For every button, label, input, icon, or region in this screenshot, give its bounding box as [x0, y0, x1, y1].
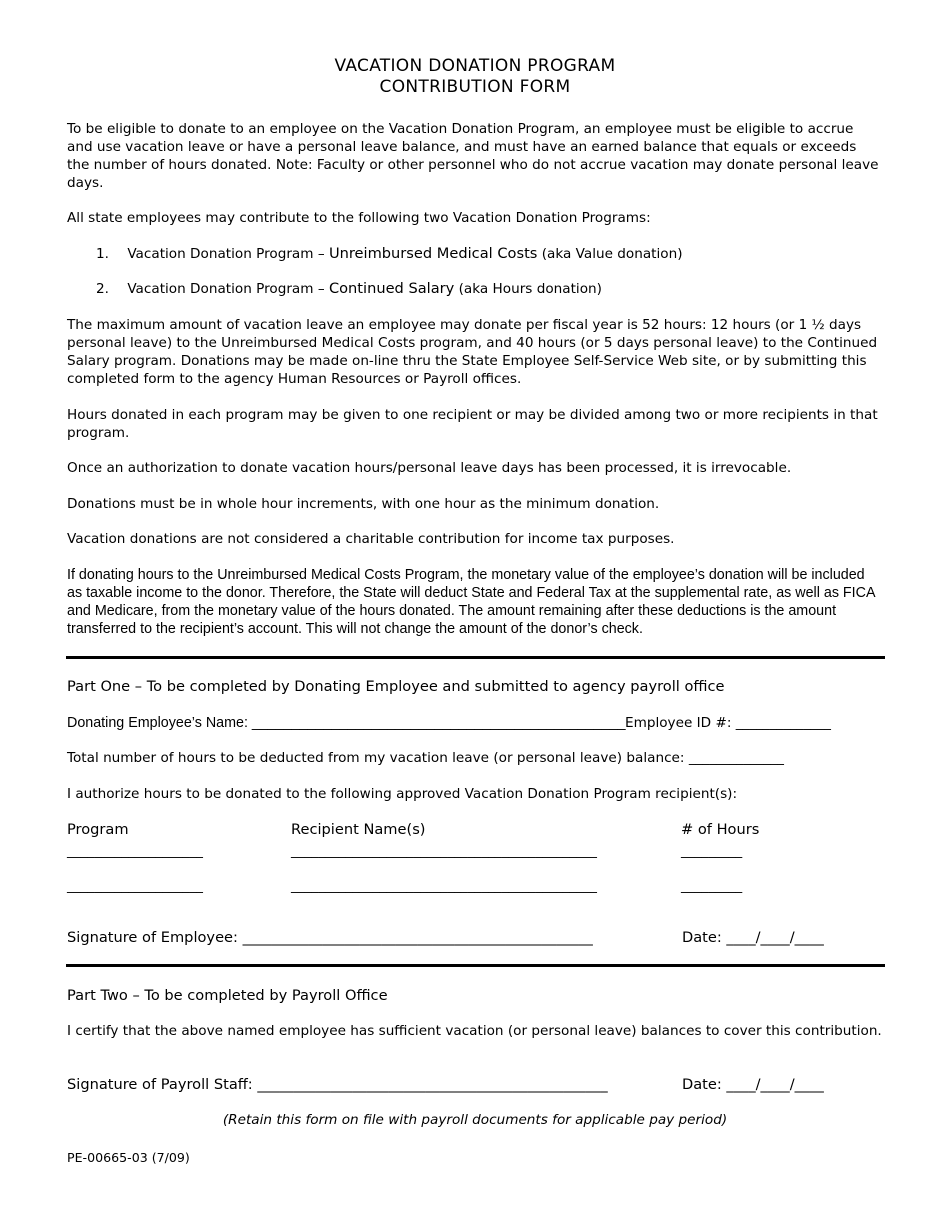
payroll-date-field[interactable]: Date: ____/____/____ — [682, 1076, 824, 1093]
all-employees-paragraph: All state employees may contribute to the following two Vacation Donation Programs: — [67, 210, 651, 226]
donor-name-field[interactable]: Donating Employee’s Name: _______________________________________________ — [67, 715, 626, 731]
program-item-2 — [96, 280, 602, 297]
section-divider-1 — [66, 656, 885, 659]
hours-blank-2[interactable]: _________ — [681, 878, 743, 894]
taxable-income-paragraph: If donating hours to the Unreimbursed Medical Costs Program, the monetary value of the employee’s donation will be included as taxable income to the donor. Therefore, the State will deduct State and Federal Tax at the supplemental rate, as well as FICA and Medicare, from the monetary value of the hours donated. The amount remaining after these deductions is the amount transferred to the recipient’s account. This will not change the amount of the donor’s check. — [67, 567, 875, 637]
program-number: 2. — [96, 281, 109, 297]
program-blank-2[interactable]: ____________________ — [67, 878, 203, 894]
whole-hour-paragraph: Donations must be in whole hour increments, with one hour as the minimum donation. — [67, 496, 660, 512]
eligibility-paragraph: To be eligible to donate to an employee on the Vacation Donation Program, an employee must be eligible to accrue and use vacation leave or have a personal leave balance, and must have an earned balance that equals or exceeds the number of hours donated. Note: Faculty or other personnel who do not accrue vacation may donate personal leave days. — [67, 121, 879, 191]
authorize-statement: I authorize hours to be donated to the following approved Vacation Donation Program recipient(s): — [67, 786, 738, 802]
hours-blank-1[interactable]: _________ — [681, 843, 743, 859]
program-name: Continued Salary — [328, 280, 455, 297]
program-prefix: Vacation Donation Program – — [127, 281, 329, 297]
program-number: 1. — [96, 246, 109, 262]
employee-date-field[interactable]: Date: ____/____/____ — [682, 929, 824, 946]
recipient-blank-1[interactable]: _____________________________________________ — [291, 843, 597, 859]
part-one-heading: Part One – To be completed by Donating Employee and submitted to agency payroll office — [67, 678, 725, 695]
program-name: Unreimbursed Medical Costs — [328, 245, 538, 262]
form-title-line2: CONTRIBUTION FORM — [379, 77, 571, 97]
certify-statement: I certify that the above named employee has sufficient vacation (or personal leave) balances to cover this contribution. — [67, 1023, 882, 1039]
column-header-hours: # of Hours — [681, 821, 760, 838]
recipient-blank-2[interactable]: _____________________________________________ — [291, 878, 597, 894]
part-two-heading: Part Two – To be completed by Payroll Office — [67, 987, 388, 1004]
employee-signature-field[interactable]: Signature of Employee: ________________________________________________ — [67, 929, 593, 946]
irrevocable-paragraph: Once an authorization to donate vacation hours/personal leave days has been processed, it is irrevocable. — [67, 460, 792, 476]
program-aka: (aka Value donation) — [537, 246, 683, 262]
maximum-paragraph: The maximum amount of vacation leave an employee may donate per fiscal year is 52 hours: 12 hours (or 1 ½ days personal leave) to the Unreimbursed Medical Costs program, and 40 hours (or 5 days personal leave) to the Continued Salary program. Donations may be made on-line thru the State Employee Self-Service Web site, or by submitting this completed form to the agency Human Resources or Payroll offices. — [67, 317, 878, 387]
employee-id-field[interactable]: Employee ID #: ______________ — [625, 715, 831, 731]
payroll-signature-field[interactable]: Signature of Payroll Staff: ________________________________________________ — [67, 1076, 608, 1093]
program-aka: (aka Hours donation) — [454, 281, 602, 297]
section-divider-2 — [66, 964, 885, 967]
column-header-recipient: Recipient Name(s) — [291, 821, 426, 838]
retain-note: (Retain this form on file with payroll documents for applicable pay period) — [222, 1112, 728, 1128]
program-item-1 — [96, 245, 683, 262]
total-hours-field[interactable]: Total number of hours to be deducted from my vacation leave (or personal leave) balance: ______________ — [67, 750, 784, 766]
program-prefix: Vacation Donation Program – — [127, 246, 329, 262]
charitable-paragraph: Vacation donations are not considered a charitable contribution for income tax purposes. — [67, 531, 675, 547]
program-blank-1[interactable]: ____________________ — [67, 843, 203, 859]
form-number: PE-00665-03 (7/09) — [67, 1150, 190, 1165]
column-header-program: Program — [67, 821, 129, 838]
form-title-line1: VACATION DONATION PROGRAM — [334, 56, 616, 76]
divided-paragraph: Hours donated in each program may be given to one recipient or may be divided among two or more recipients in that program. — [67, 407, 878, 441]
